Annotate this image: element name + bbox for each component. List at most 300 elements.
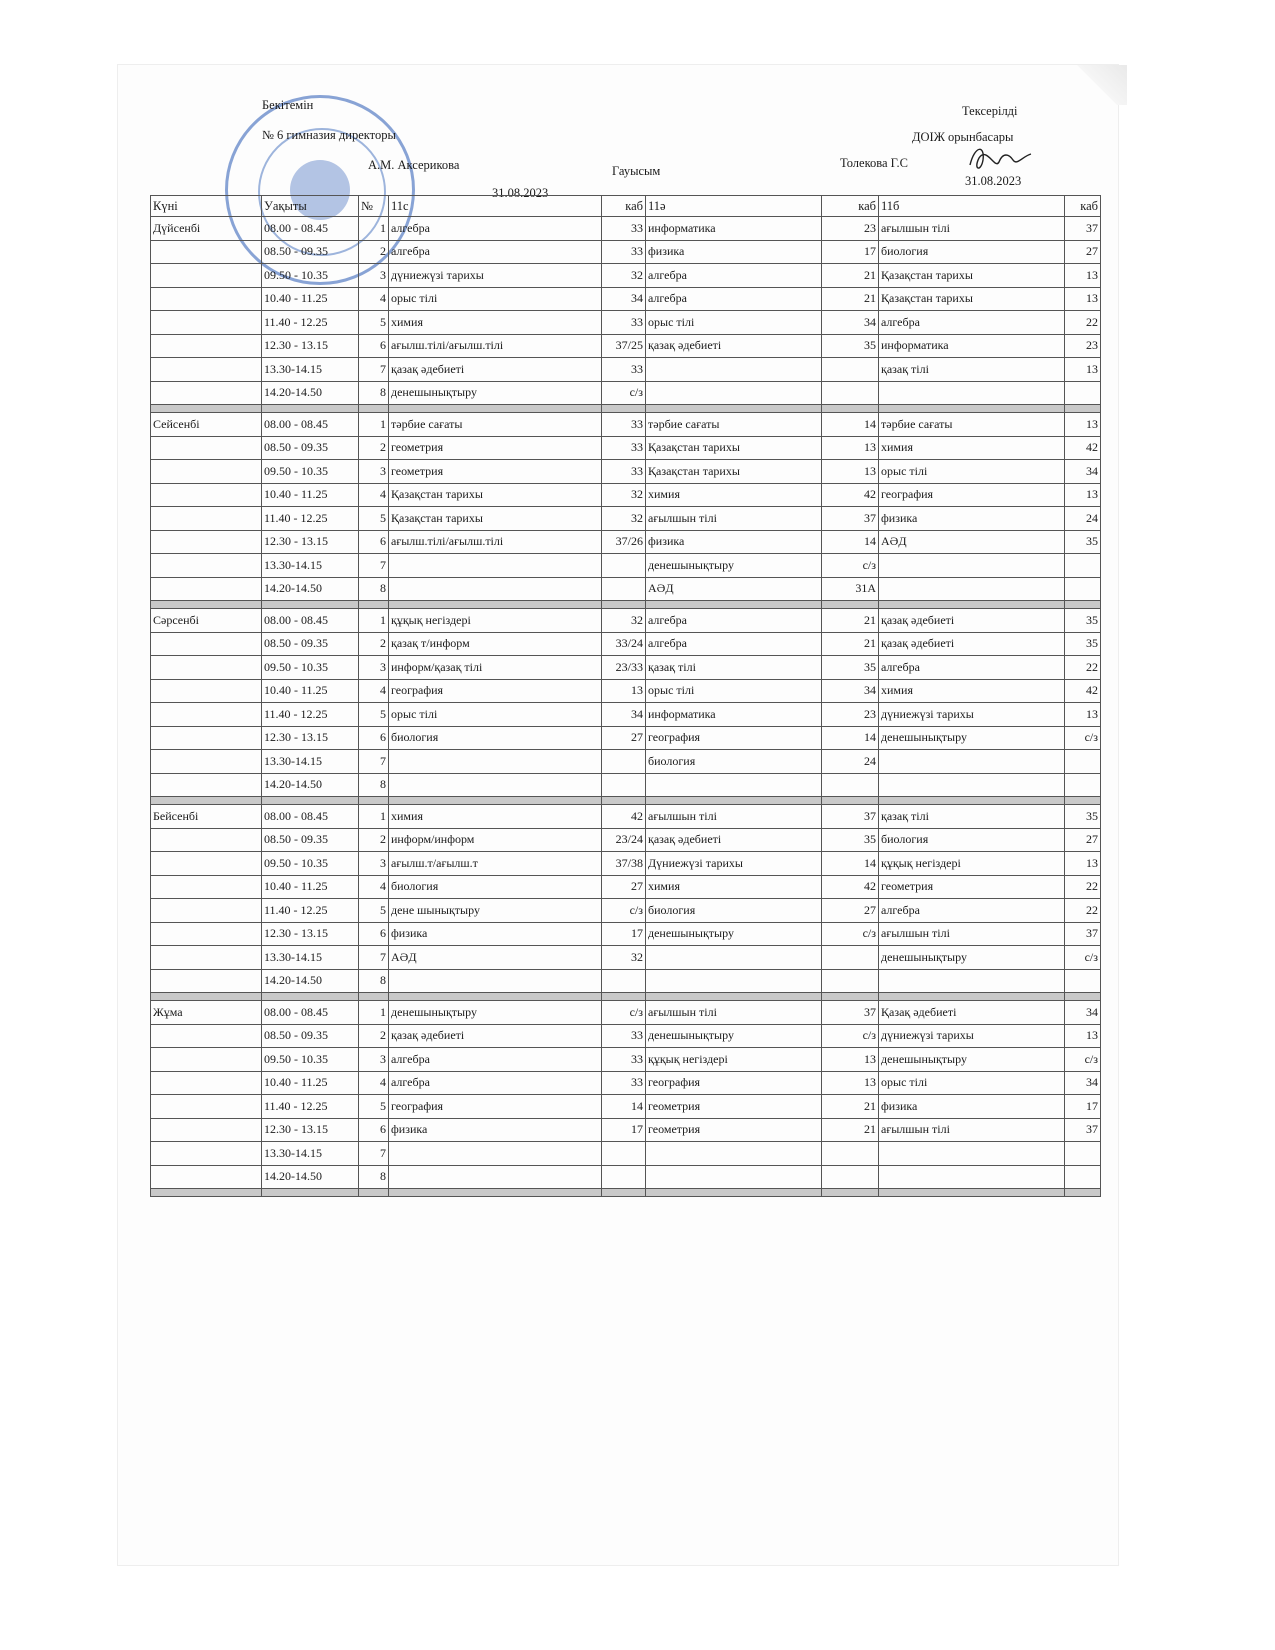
- lesson-number: 1: [359, 609, 389, 633]
- table-row: [151, 413, 1101, 437]
- subject-11a: қазақ тілі: [646, 656, 822, 680]
- subject-11s: [389, 1142, 602, 1166]
- cab-11s: 17: [602, 1118, 646, 1142]
- subject-11b: қазақ әдебиеті: [879, 632, 1065, 656]
- lesson-number: 7: [359, 1142, 389, 1166]
- cab-11s: 33: [602, 240, 646, 264]
- lesson-number: 4: [359, 875, 389, 899]
- cab-11b: 13: [1065, 1024, 1101, 1048]
- subject-11b: орыс тілі: [879, 460, 1065, 484]
- cab-11s: 32: [602, 946, 646, 970]
- table-row: [151, 1071, 1101, 1095]
- subject-11a: алгебра: [646, 609, 822, 633]
- subject-11a: геометрия: [646, 1118, 822, 1142]
- day-cell: [151, 240, 262, 264]
- table-row: [151, 828, 1101, 852]
- time-cell: 08.50 - 09.35: [262, 240, 359, 264]
- time-cell: 13.30-14.15: [262, 554, 359, 578]
- subject-11s: тәрбие сағаты: [389, 413, 602, 437]
- subject-11b: [879, 554, 1065, 578]
- time-cell: 09.50 - 10.35: [262, 264, 359, 288]
- cab-11a: 27: [822, 899, 879, 923]
- cab-11a: 13: [822, 1071, 879, 1095]
- cab-11a: 21: [822, 264, 879, 288]
- cab-11s: 37/26: [602, 530, 646, 554]
- col-cab-3: каб: [1065, 196, 1101, 217]
- table-row: [151, 703, 1101, 727]
- lesson-number: 1: [359, 217, 389, 241]
- subject-11s: география: [389, 1095, 602, 1119]
- lesson-number: 2: [359, 632, 389, 656]
- cab-11a: 35: [822, 828, 879, 852]
- subject-11s: ағылш.тілі/ағылш.тілі: [389, 334, 602, 358]
- cab-11a: [822, 358, 879, 382]
- day-cell: [151, 1095, 262, 1119]
- cab-11a: [822, 381, 879, 405]
- day-separator: [151, 405, 1101, 413]
- day-cell: [151, 946, 262, 970]
- day-cell: [151, 311, 262, 335]
- lesson-number: 3: [359, 1048, 389, 1072]
- cab-11b: 13: [1065, 413, 1101, 437]
- lesson-number: 3: [359, 460, 389, 484]
- cab-11b: 22: [1065, 311, 1101, 335]
- time-cell: 12.30 - 13.15: [262, 922, 359, 946]
- lesson-number: 8: [359, 381, 389, 405]
- time-cell: 14.20-14.50: [262, 969, 359, 993]
- col-cab-1: каб: [602, 196, 646, 217]
- day-cell: [151, 264, 262, 288]
- day-separator: [151, 601, 1101, 609]
- cab-11a: [822, 773, 879, 797]
- subject-11s: физика: [389, 922, 602, 946]
- cab-11a: 34: [822, 311, 879, 335]
- subject-11s: құқық негіздері: [389, 609, 602, 633]
- subject-11b: химия: [879, 679, 1065, 703]
- time-cell: 13.30-14.15: [262, 1142, 359, 1166]
- subject-11a: Қазақстан тарихы: [646, 436, 822, 460]
- day-cell: [151, 1048, 262, 1072]
- lesson-number: 6: [359, 334, 389, 358]
- cab-11b: 35: [1065, 530, 1101, 554]
- time-cell: 10.40 - 11.25: [262, 483, 359, 507]
- cab-11s: 33: [602, 460, 646, 484]
- subject-11s: АӘД: [389, 946, 602, 970]
- page-fold-corner: [1077, 65, 1127, 105]
- lesson-number: 7: [359, 554, 389, 578]
- lesson-number: 4: [359, 483, 389, 507]
- date-left: 31.08.2023: [492, 186, 549, 200]
- subject-11b: қазақ тілі: [879, 805, 1065, 829]
- subject-11s: қазақ әдебиеті: [389, 358, 602, 382]
- table-row: [151, 554, 1101, 578]
- subject-11a: орыс тілі: [646, 311, 822, 335]
- cab-11b: 37: [1065, 217, 1101, 241]
- subject-11b: физика: [879, 507, 1065, 531]
- cab-11b: 34: [1065, 460, 1101, 484]
- day-cell: [151, 1142, 262, 1166]
- table-row: [151, 773, 1101, 797]
- cab-11s: [602, 1165, 646, 1189]
- lesson-number: 7: [359, 750, 389, 774]
- table-row: [151, 632, 1101, 656]
- table-row: [151, 1001, 1101, 1025]
- subject-11b: алгебра: [879, 311, 1065, 335]
- cab-11s: [602, 554, 646, 578]
- cab-11a: с/з: [822, 1024, 879, 1048]
- subject-11s: ағылш.т/ағылш.т: [389, 852, 602, 876]
- table-row: [151, 358, 1101, 382]
- cab-11a: 14: [822, 726, 879, 750]
- day-cell: [151, 828, 262, 852]
- day-cell: [151, 530, 262, 554]
- subject-11b: АӘД: [879, 530, 1065, 554]
- cab-11a: 42: [822, 483, 879, 507]
- lesson-number: 8: [359, 577, 389, 601]
- day-cell: [151, 460, 262, 484]
- subject-11b: қазақ әдебиеті: [879, 609, 1065, 633]
- subject-11b: алгебра: [879, 899, 1065, 923]
- cab-11b: 13: [1065, 703, 1101, 727]
- table-row: [151, 1142, 1101, 1166]
- table-row: [151, 1048, 1101, 1072]
- table-row: [151, 609, 1101, 633]
- table-row: [151, 507, 1101, 531]
- table-row: [151, 750, 1101, 774]
- subject-11s: [389, 1165, 602, 1189]
- lesson-number: 5: [359, 507, 389, 531]
- subject-11b: информатика: [879, 334, 1065, 358]
- col-class-1: 11с: [389, 196, 602, 217]
- subject-11a: Қазақстан тарихы: [646, 460, 822, 484]
- table-row: [151, 726, 1101, 750]
- subject-11a: биология: [646, 899, 822, 923]
- table-row: [151, 311, 1101, 335]
- cab-11a: 23: [822, 703, 879, 727]
- subject-11b: [879, 577, 1065, 601]
- cab-11a: 21: [822, 632, 879, 656]
- subject-11s: денешынықтыру: [389, 1001, 602, 1025]
- day-cell: [151, 632, 262, 656]
- time-cell: 09.50 - 10.35: [262, 1048, 359, 1072]
- table-row: [151, 875, 1101, 899]
- cab-11b: 24: [1065, 507, 1101, 531]
- subject-11a: орыс тілі: [646, 679, 822, 703]
- subject-11a: алгебра: [646, 632, 822, 656]
- cab-11s: 34: [602, 703, 646, 727]
- subject-11b: денешынықтыру: [879, 1048, 1065, 1072]
- day-cell: [151, 1165, 262, 1189]
- day-separator: [151, 1189, 1101, 1197]
- cab-11b: [1065, 1142, 1101, 1166]
- lesson-number: 6: [359, 530, 389, 554]
- table-row: [151, 1165, 1101, 1189]
- cab-11b: 35: [1065, 632, 1101, 656]
- day-cell: [151, 1024, 262, 1048]
- subject-11a: денешынықтыру: [646, 554, 822, 578]
- day-cell: [151, 922, 262, 946]
- table-row: [151, 922, 1101, 946]
- subject-11b: денешынықтыру: [879, 946, 1065, 970]
- cab-11a: 37: [822, 507, 879, 531]
- day-cell: [151, 483, 262, 507]
- subject-11s: химия: [389, 805, 602, 829]
- lesson-number: 2: [359, 828, 389, 852]
- subject-11s: [389, 554, 602, 578]
- lesson-number: 4: [359, 679, 389, 703]
- subject-11s: физика: [389, 1118, 602, 1142]
- lesson-number: 3: [359, 656, 389, 680]
- cab-11s: с/з: [602, 381, 646, 405]
- cab-11b: 35: [1065, 805, 1101, 829]
- day-cell: [151, 1071, 262, 1095]
- table-row: [151, 899, 1101, 923]
- subject-11s: [389, 773, 602, 797]
- cab-11b: 22: [1065, 875, 1101, 899]
- lesson-number: 6: [359, 1118, 389, 1142]
- subject-11b: химия: [879, 436, 1065, 460]
- subject-11a: химия: [646, 483, 822, 507]
- table-row: [151, 656, 1101, 680]
- cab-11s: 14: [602, 1095, 646, 1119]
- cab-11a: 21: [822, 609, 879, 633]
- cab-11a: 34: [822, 679, 879, 703]
- deputy-role: ДОІЖ орынбасары: [912, 130, 1014, 144]
- lesson-number: 1: [359, 413, 389, 437]
- cab-11s: 34: [602, 287, 646, 311]
- subject-11a: физика: [646, 530, 822, 554]
- subject-11b: дүниежүзі тарихы: [879, 703, 1065, 727]
- col-num: №: [359, 196, 389, 217]
- cab-11s: [602, 773, 646, 797]
- day-separator: [151, 993, 1101, 1001]
- lesson-number: 8: [359, 969, 389, 993]
- cab-11b: 34: [1065, 1001, 1101, 1025]
- subject-11s: алгебра: [389, 1071, 602, 1095]
- cab-11a: 13: [822, 1048, 879, 1072]
- lesson-number: 4: [359, 287, 389, 311]
- time-cell: 08.00 - 08.45: [262, 217, 359, 241]
- subject-11a: [646, 1142, 822, 1166]
- table-row: [151, 1118, 1101, 1142]
- table-row: [151, 1024, 1101, 1048]
- time-cell: 08.50 - 09.35: [262, 436, 359, 460]
- subject-11b: геометрия: [879, 875, 1065, 899]
- cab-11a: 24: [822, 750, 879, 774]
- cab-11b: 37: [1065, 1118, 1101, 1142]
- cab-11s: 33: [602, 1071, 646, 1095]
- cab-11a: 14: [822, 852, 879, 876]
- cab-11b: [1065, 554, 1101, 578]
- cab-11s: с/з: [602, 899, 646, 923]
- subject-11b: биология: [879, 240, 1065, 264]
- subject-11s: дене шынықтыру: [389, 899, 602, 923]
- cab-11s: [602, 750, 646, 774]
- subject-11a: физика: [646, 240, 822, 264]
- cab-11a: с/з: [822, 922, 879, 946]
- cab-11b: [1065, 381, 1101, 405]
- subject-11a: химия: [646, 875, 822, 899]
- cab-11b: [1065, 773, 1101, 797]
- time-cell: 08.50 - 09.35: [262, 1024, 359, 1048]
- time-cell: 09.50 - 10.35: [262, 852, 359, 876]
- cab-11s: 32: [602, 264, 646, 288]
- subject-11b: [879, 969, 1065, 993]
- table-row: [151, 287, 1101, 311]
- subject-11a: Дүниежүзі тарихы: [646, 852, 822, 876]
- lesson-number: 5: [359, 703, 389, 727]
- cab-11s: 33/24: [602, 632, 646, 656]
- subject-11a: қазақ әдебиеті: [646, 334, 822, 358]
- day-cell: [151, 773, 262, 797]
- day-cell: [151, 656, 262, 680]
- cab-11a: 14: [822, 413, 879, 437]
- subject-11a: география: [646, 1071, 822, 1095]
- subject-11a: АӘД: [646, 577, 822, 601]
- cab-11s: 33: [602, 436, 646, 460]
- subject-11s: геометрия: [389, 436, 602, 460]
- subject-11a: информатика: [646, 703, 822, 727]
- subject-11s: биология: [389, 726, 602, 750]
- col-cab-2: каб: [822, 196, 879, 217]
- subject-11s: информ/қазақ тілі: [389, 656, 602, 680]
- cab-11s: [602, 577, 646, 601]
- cab-11a: 35: [822, 656, 879, 680]
- subject-11b: ағылшын тілі: [879, 217, 1065, 241]
- deputy-name: Толекова Г.С: [840, 156, 908, 170]
- cab-11b: с/з: [1065, 1048, 1101, 1072]
- lesson-number: 2: [359, 436, 389, 460]
- subject-11s: қазақ т/информ: [389, 632, 602, 656]
- time-cell: 14.20-14.50: [262, 577, 359, 601]
- day-cell: Сәрсенбі: [151, 609, 262, 633]
- day-cell: [151, 381, 262, 405]
- day-cell: [151, 899, 262, 923]
- time-cell: 11.40 - 12.25: [262, 507, 359, 531]
- subject-11s: Қазақстан тарихы: [389, 507, 602, 531]
- table-row: [151, 852, 1101, 876]
- cab-11b: 27: [1065, 240, 1101, 264]
- subject-11b: [879, 381, 1065, 405]
- table-row: [151, 264, 1101, 288]
- cab-11a: 37: [822, 1001, 879, 1025]
- cab-11s: 33: [602, 1024, 646, 1048]
- cab-11b: 22: [1065, 656, 1101, 680]
- lesson-number: 2: [359, 240, 389, 264]
- day-cell: [151, 287, 262, 311]
- time-cell: 12.30 - 13.15: [262, 530, 359, 554]
- cab-11b: [1065, 750, 1101, 774]
- cab-11b: 17: [1065, 1095, 1101, 1119]
- cab-11s: 23/33: [602, 656, 646, 680]
- subject-11b: [879, 750, 1065, 774]
- subject-11b: ағылшын тілі: [879, 922, 1065, 946]
- time-cell: 13.30-14.15: [262, 946, 359, 970]
- subject-11s: биология: [389, 875, 602, 899]
- subject-11a: денешынықтыру: [646, 922, 822, 946]
- cab-11b: 35: [1065, 609, 1101, 633]
- subject-11s: [389, 750, 602, 774]
- cab-11s: 27: [602, 726, 646, 750]
- lesson-number: 8: [359, 773, 389, 797]
- cab-11s: 33: [602, 358, 646, 382]
- day-cell: [151, 334, 262, 358]
- time-cell: 11.40 - 12.25: [262, 1095, 359, 1119]
- day-cell: [151, 1118, 262, 1142]
- director-role: № 6 гимназия директоры: [262, 128, 396, 142]
- subject-11s: орыс тілі: [389, 287, 602, 311]
- subject-11b: [879, 1142, 1065, 1166]
- subject-11a: тәрбие сағаты: [646, 413, 822, 437]
- lesson-number: 6: [359, 922, 389, 946]
- day-cell: [151, 852, 262, 876]
- time-cell: 14.20-14.50: [262, 773, 359, 797]
- subject-11b: [879, 1165, 1065, 1189]
- cab-11a: с/з: [822, 554, 879, 578]
- cab-11b: [1065, 969, 1101, 993]
- subject-11a: [646, 946, 822, 970]
- subject-11b: денешынықтыру: [879, 726, 1065, 750]
- subject-11b: Қазақстан тарихы: [879, 287, 1065, 311]
- lesson-number: 6: [359, 726, 389, 750]
- time-cell: 12.30 - 13.15: [262, 1118, 359, 1142]
- subject-11b: қазақ тілі: [879, 358, 1065, 382]
- table-row: [151, 240, 1101, 264]
- cab-11s: [602, 969, 646, 993]
- cab-11s: 37/38: [602, 852, 646, 876]
- time-cell: 09.50 - 10.35: [262, 460, 359, 484]
- col-day: Күні: [151, 196, 262, 217]
- schedule-title: Гауысым: [612, 164, 661, 178]
- time-cell: 13.30-14.15: [262, 750, 359, 774]
- subject-11s: Қазақстан тарихы: [389, 483, 602, 507]
- day-cell: Бейсенбі: [151, 805, 262, 829]
- subject-11a: [646, 773, 822, 797]
- day-cell: [151, 436, 262, 460]
- cab-11s: [602, 1142, 646, 1166]
- subject-11a: геометрия: [646, 1095, 822, 1119]
- subject-11s: қазақ әдебиеті: [389, 1024, 602, 1048]
- cab-11a: [822, 1142, 879, 1166]
- cab-11s: 42: [602, 805, 646, 829]
- lesson-number: 7: [359, 946, 389, 970]
- table-row: [151, 679, 1101, 703]
- subject-11b: Қазақстан тарихы: [879, 264, 1065, 288]
- lesson-number: 1: [359, 1001, 389, 1025]
- cab-11b: 42: [1065, 679, 1101, 703]
- subject-11s: алгебра: [389, 240, 602, 264]
- cab-11b: 13: [1065, 287, 1101, 311]
- cab-11b: 23: [1065, 334, 1101, 358]
- day-cell: [151, 554, 262, 578]
- time-cell: 11.40 - 12.25: [262, 311, 359, 335]
- subject-11a: [646, 381, 822, 405]
- lesson-number: 5: [359, 899, 389, 923]
- table-row: [151, 946, 1101, 970]
- table-row: [151, 530, 1101, 554]
- cab-11b: 13: [1065, 483, 1101, 507]
- cab-11b: 13: [1065, 358, 1101, 382]
- cab-11b: 37: [1065, 922, 1101, 946]
- subject-11b: орыс тілі: [879, 1071, 1065, 1095]
- lesson-number: 3: [359, 852, 389, 876]
- subject-11b: география: [879, 483, 1065, 507]
- date-right: 31.08.2023: [965, 174, 1022, 188]
- cab-11a: 23: [822, 217, 879, 241]
- cab-11b: [1065, 1165, 1101, 1189]
- cab-11s: 33: [602, 217, 646, 241]
- cab-11s: с/з: [602, 1001, 646, 1025]
